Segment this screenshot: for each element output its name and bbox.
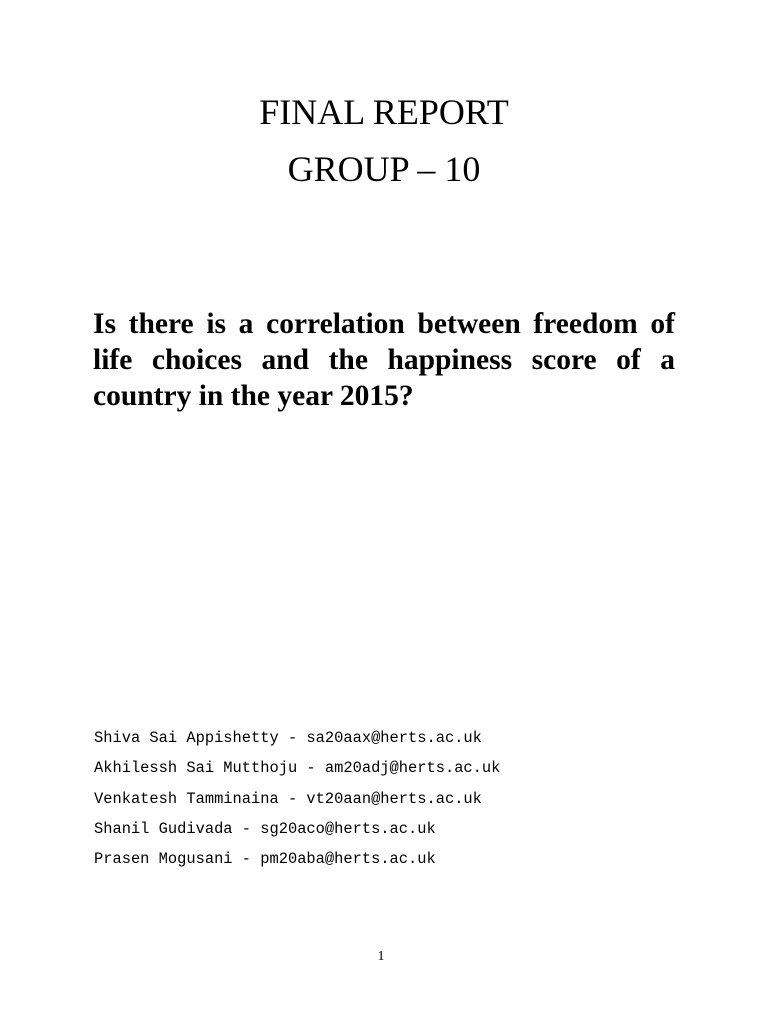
author-item: Shiva Sai Appishetty - sa20aax@herts.ac.uk	[94, 729, 482, 747]
author-item: Shanil Gudivada - sg20aco@herts.ac.uk	[94, 819, 436, 838]
page-number: 1	[377, 949, 385, 964]
research-question: Is there is a correlation between freedom of life choices and the happiness score of a country in the year 2015?	[93, 308, 675, 412]
author-item: Akhilessh Sai Mutthoju - am20adj@herts.ac.uk	[94, 759, 501, 778]
group-label: GROUP – 10	[287, 149, 481, 189]
author-list	[94, 723, 500, 874]
author-item: Prasen Mogusani - pm20aba@herts.ac.uk	[94, 850, 436, 869]
report-title: FINAL REPORT	[259, 92, 509, 132]
author-item: Venkatesh Tamminaina - vt20aan@herts.ac.uk	[94, 789, 482, 808]
title-block	[0, 84, 768, 198]
